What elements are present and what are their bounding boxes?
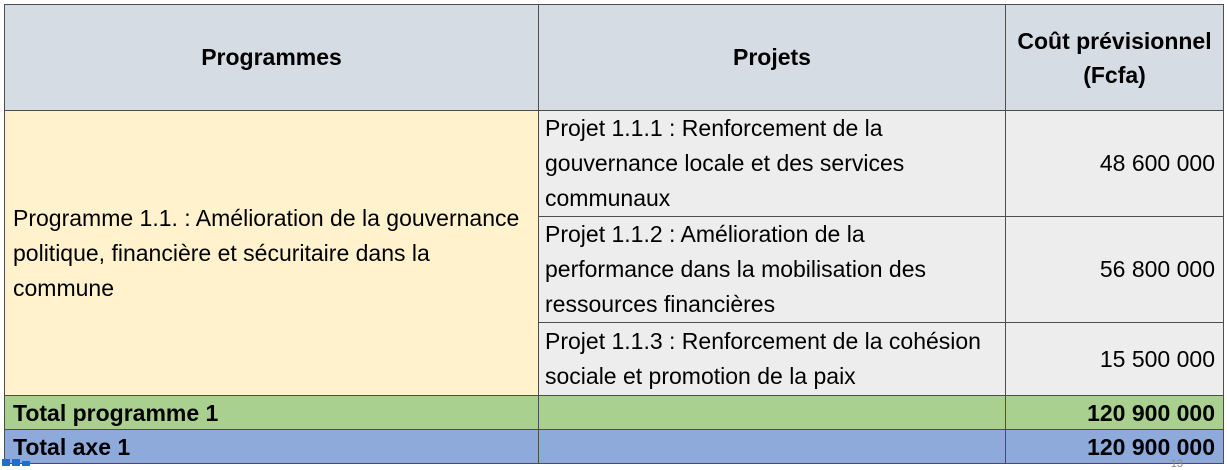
- total-programme-label: Total programme 1: [5, 396, 539, 430]
- header-programmes: Programmes: [5, 5, 539, 111]
- page-number: 13: [1170, 458, 1183, 470]
- total-programme-empty: [539, 396, 1006, 430]
- project-cell: Projet 1.1.2 : Amélioration de la performance dans la mobilisation des ressources financières: [539, 217, 1006, 323]
- project-cell: Projet 1.1.1 : Renforcement de la gouvernance locale et des services communaux: [539, 111, 1006, 217]
- cost-cell: 56 800 000: [1006, 217, 1224, 323]
- total-axe-row: [5, 430, 1224, 464]
- budget-table: [4, 4, 1224, 464]
- table-row: [5, 111, 1224, 217]
- total-programme-row: [5, 396, 1224, 430]
- cost-cell: 15 500 000: [1006, 323, 1224, 396]
- total-axe-label: Total axe 1: [5, 430, 539, 464]
- total-programme-value: 120 900 000: [1006, 396, 1224, 430]
- total-axe-value: 120 900 000: [1006, 430, 1224, 464]
- logo-fragment-icon: [0, 458, 40, 466]
- header-projets: Projets: [539, 5, 1006, 111]
- total-axe-empty: [539, 430, 1006, 464]
- header-cout: Coût prévisionnel (Fcfa): [1006, 5, 1224, 111]
- cost-cell: 48 600 000: [1006, 111, 1224, 217]
- header-row: [5, 5, 1224, 111]
- programme-cell: Programme 1.1. : Amélioration de la gouvernance politique, financière et sécuritaire dans la commune: [5, 111, 539, 396]
- project-cell: Projet 1.1.3 : Renforcement de la cohésion sociale et promotion de la paix: [539, 323, 1006, 396]
